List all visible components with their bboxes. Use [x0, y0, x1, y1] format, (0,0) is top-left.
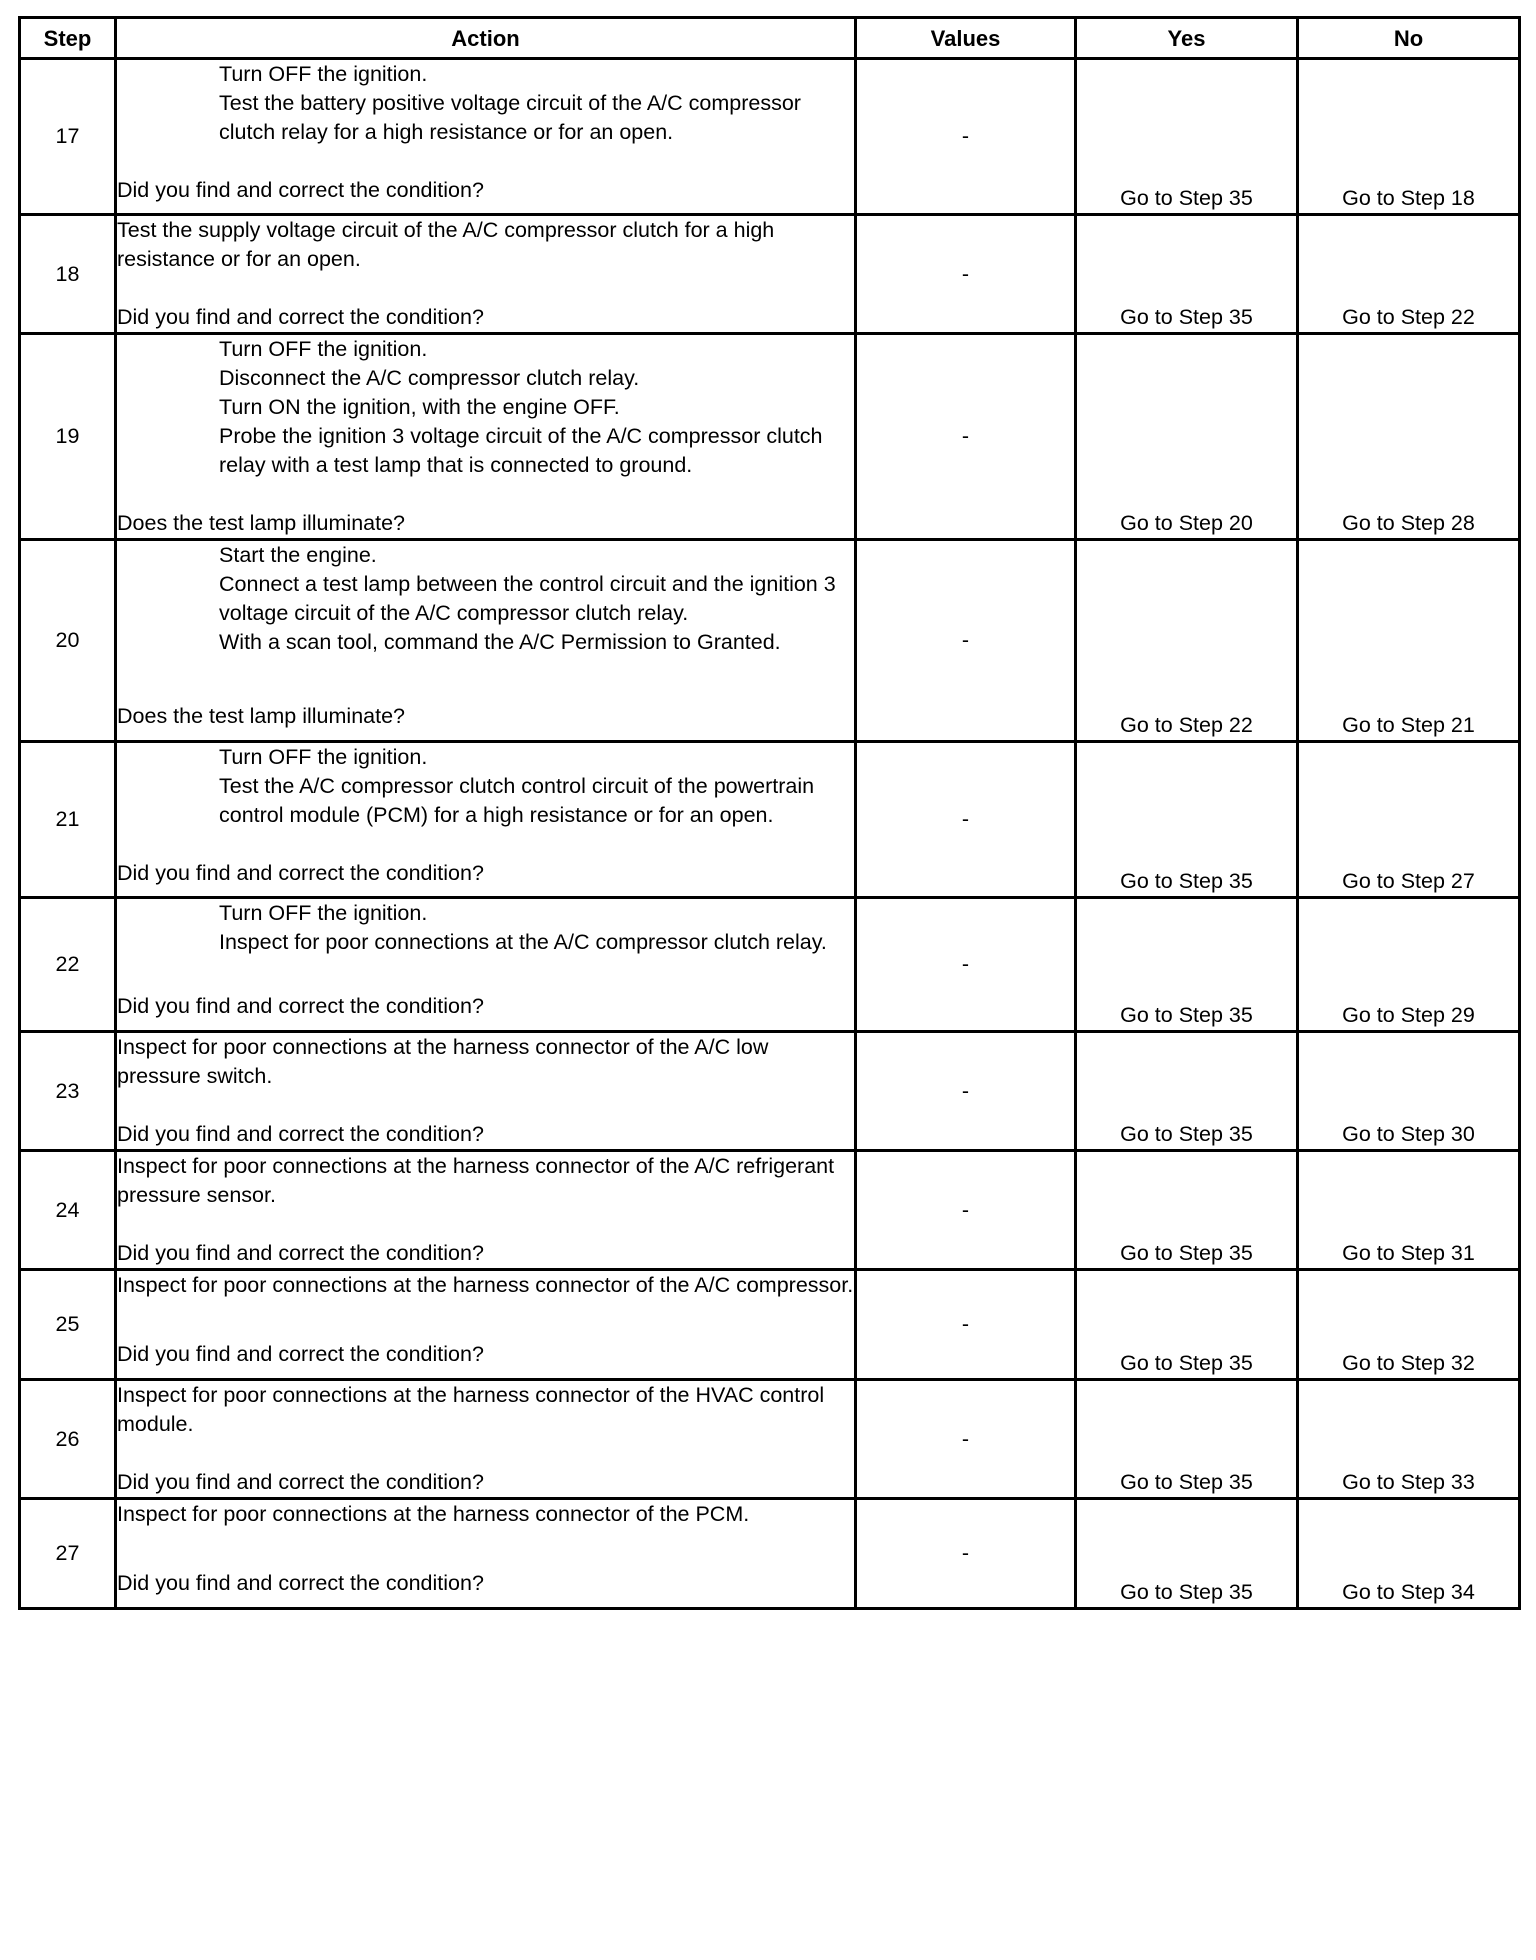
action-question: Did you find and correct the condition?	[117, 178, 484, 202]
no-outcome: Go to Step 33	[1298, 1380, 1520, 1499]
procedure-steps	[117, 743, 854, 830]
action-column-header: Action	[116, 18, 856, 59]
action-content	[117, 541, 854, 731]
values-cell: -	[856, 1270, 1076, 1380]
table-row	[20, 1380, 1520, 1499]
no-outcome: Go to Step 34	[1298, 1499, 1520, 1609]
table-row	[20, 1499, 1520, 1609]
values-cell: -	[856, 540, 1076, 742]
action-cell	[116, 1032, 856, 1151]
no-outcome: Go to Step 31	[1298, 1151, 1520, 1270]
yes-outcome: Go to Step 22	[1076, 540, 1298, 742]
action-question: Did you find and correct the condition?	[117, 1241, 484, 1265]
yes-outcome: Go to Step 35	[1076, 742, 1298, 898]
procedure-step: Test the battery positive voltage circuit of the A/C compressor clutch relay for a high resistance or for an open.	[219, 91, 801, 144]
yes-outcome: Go to Step 35	[1076, 1499, 1298, 1609]
procedure-step: Turn OFF the ignition.	[219, 901, 428, 925]
action-question: Did you find and correct the condition?	[117, 305, 484, 329]
no-outcome: Go to Step 18	[1298, 59, 1520, 215]
values-cell: -	[856, 1032, 1076, 1151]
procedure-step: With a scan tool, command the A/C Permission to Granted.	[219, 630, 781, 654]
step-number: 17	[20, 59, 116, 215]
yes-outcome: Go to Step 35	[1076, 1032, 1298, 1151]
step-number: 21	[20, 742, 116, 898]
action-content	[117, 1033, 854, 1149]
action-cell	[116, 59, 856, 215]
action-cell	[116, 540, 856, 742]
values-column-header: Values	[856, 18, 1076, 59]
procedure-step: Inspect for poor connections at the harness connector of the PCM.	[117, 1502, 750, 1526]
procedure-step: Inspect for poor connections at the harness connector of the A/C compressor.	[117, 1273, 854, 1297]
action-question: Did you find and correct the condition?	[117, 1342, 484, 1366]
procedure-steps	[117, 899, 854, 957]
no-outcome: Go to Step 30	[1298, 1032, 1520, 1151]
action-cell	[116, 1499, 856, 1609]
table-row	[20, 742, 1520, 898]
action-content	[117, 1381, 854, 1497]
procedure-step: Test the A/C compressor clutch control circuit of the powertrain control module (PCM) for a high resistance or for an open.	[219, 774, 815, 827]
no-outcome: Go to Step 27	[1298, 742, 1520, 898]
procedure-step: Disconnect the A/C compressor clutch relay.	[219, 366, 640, 390]
table-row	[20, 1270, 1520, 1380]
table-row	[20, 59, 1520, 215]
no-outcome: Go to Step 32	[1298, 1270, 1520, 1380]
procedure-steps	[117, 1271, 854, 1300]
action-question: Did you find and correct the condition?	[117, 1571, 484, 1595]
procedure-steps	[117, 1381, 854, 1439]
values-cell: -	[856, 898, 1076, 1032]
action-cell	[116, 334, 856, 540]
procedure-steps	[117, 216, 854, 274]
table-row	[20, 1032, 1520, 1151]
procedure-step: Inspect for poor connections at the A/C compressor clutch relay.	[219, 930, 827, 954]
values-cell: -	[856, 334, 1076, 540]
yes-outcome: Go to Step 20	[1076, 334, 1298, 540]
values-cell: -	[856, 1499, 1076, 1609]
yes-outcome: Go to Step 35	[1076, 1380, 1298, 1499]
procedure-step: Inspect for poor connections at the harness connector of the HVAC control module.	[117, 1383, 825, 1436]
yes-outcome: Go to Step 35	[1076, 898, 1298, 1032]
action-content	[117, 1271, 854, 1369]
no-outcome: Go to Step 29	[1298, 898, 1520, 1032]
step-number: 24	[20, 1151, 116, 1270]
action-question: Did you find and correct the condition?	[117, 1122, 484, 1146]
yes-column-header: Yes	[1076, 18, 1298, 59]
table-row	[20, 215, 1520, 334]
action-question: Did you find and correct the condition?	[117, 994, 484, 1018]
yes-outcome: Go to Step 35	[1076, 59, 1298, 215]
step-number: 26	[20, 1380, 116, 1499]
action-cell	[116, 742, 856, 898]
step-number: 20	[20, 540, 116, 742]
table-row	[20, 540, 1520, 742]
action-content	[117, 60, 854, 205]
step-number: 18	[20, 215, 116, 334]
action-question: Did you find and correct the condition?	[117, 1470, 484, 1494]
action-cell	[116, 215, 856, 334]
procedure-steps	[117, 335, 854, 480]
procedure-steps	[117, 1033, 854, 1091]
table-row	[20, 334, 1520, 540]
yes-outcome: Go to Step 35	[1076, 215, 1298, 334]
action-content	[117, 899, 854, 1021]
table-row	[20, 1151, 1520, 1270]
procedure-step: Turn ON the ignition, with the engine OFF.	[219, 395, 620, 419]
procedure-step: Start the engine.	[219, 543, 377, 567]
procedure-step: Turn OFF the ignition.	[219, 337, 428, 361]
diagnostic-table	[18, 16, 1521, 1610]
step-number: 22	[20, 898, 116, 1032]
step-number: 27	[20, 1499, 116, 1609]
procedure-step: Inspect for poor connections at the harness connector of the A/C refrigerant pressure sensor.	[117, 1154, 835, 1207]
action-question: Did you find and correct the condition?	[117, 861, 484, 885]
no-outcome: Go to Step 21	[1298, 540, 1520, 742]
action-cell	[116, 1151, 856, 1270]
procedure-step: Turn OFF the ignition.	[219, 745, 428, 769]
values-cell: -	[856, 742, 1076, 898]
procedure-step: Inspect for poor connections at the harness connector of the A/C low pressure switch.	[117, 1035, 769, 1088]
procedure-steps	[117, 1500, 854, 1529]
procedure-step: Test the supply voltage circuit of the A/C compressor clutch for a high resistance or for an open.	[117, 218, 775, 271]
procedure-steps	[117, 60, 854, 147]
step-column-header: Step	[20, 18, 116, 59]
yes-outcome: Go to Step 35	[1076, 1151, 1298, 1270]
action-content	[117, 743, 854, 888]
procedure-step: Connect a test lamp between the control circuit and the ignition 3 voltage circuit of the A/C compressor clutch relay.	[219, 572, 836, 625]
step-number: 25	[20, 1270, 116, 1380]
action-question: Does the test lamp illuminate?	[117, 704, 406, 728]
values-cell: -	[856, 215, 1076, 334]
action-question: Does the test lamp illuminate?	[117, 511, 406, 535]
yes-outcome: Go to Step 35	[1076, 1270, 1298, 1380]
no-outcome: Go to Step 22	[1298, 215, 1520, 334]
no-column-header: No	[1298, 18, 1520, 59]
step-number: 23	[20, 1032, 116, 1151]
table-row	[20, 898, 1520, 1032]
action-cell	[116, 898, 856, 1032]
no-outcome: Go to Step 28	[1298, 334, 1520, 540]
action-cell	[116, 1270, 856, 1380]
values-cell: -	[856, 59, 1076, 215]
step-number: 19	[20, 334, 116, 540]
header-row	[20, 18, 1520, 59]
action-content	[117, 1152, 854, 1268]
values-cell: -	[856, 1380, 1076, 1499]
procedure-steps	[117, 1152, 854, 1210]
action-cell	[116, 1380, 856, 1499]
procedure-steps	[117, 541, 854, 657]
values-cell: -	[856, 1151, 1076, 1270]
action-content	[117, 1500, 854, 1598]
action-content	[117, 335, 854, 538]
procedure-step: Turn OFF the ignition.	[219, 62, 428, 86]
procedure-step: Probe the ignition 3 voltage circuit of the A/C compressor clutch relay with a test lamp that is connected to ground.	[219, 424, 823, 477]
action-content	[117, 216, 854, 332]
